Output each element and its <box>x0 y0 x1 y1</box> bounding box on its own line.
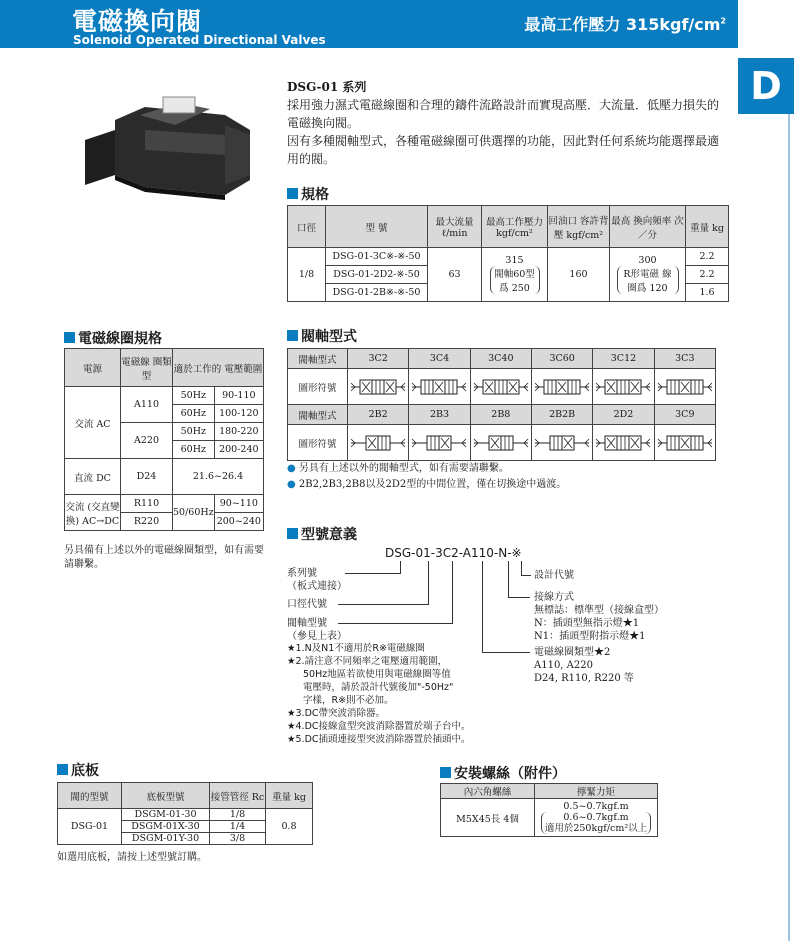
spool-symbol-row <box>288 369 716 405</box>
spec-weight: 2.2 <box>686 266 729 284</box>
coil-range: 180-220 <box>214 423 263 441</box>
coil-table <box>64 348 264 531</box>
screw-torque-high <box>541 812 651 834</box>
page-subtitle: Solenoid Operated Directional Valves <box>73 33 326 47</box>
spec-table <box>287 205 729 302</box>
spec-frequency <box>610 248 686 302</box>
hydraulic-symbol-icon <box>594 376 652 398</box>
model-footnote: 50Hz地區若欲使用與電磁線圈等值 <box>303 669 451 680</box>
screw-torque-value: 0.5~0.7kgf.m <box>563 801 629 812</box>
spool-symbol-2d2 <box>593 425 654 461</box>
base-note: 如選用底板，請按上述型號訂購。 <box>57 852 207 863</box>
bullet-icon: ● <box>287 479 299 490</box>
spec-title: 規格 <box>301 187 329 203</box>
spool-type-3c3: 3C3 <box>654 349 715 369</box>
hydraulic-symbol-icon <box>656 376 714 398</box>
hydraulic-symbol-icon <box>472 376 530 398</box>
spool-type-2b2: 2B2 <box>348 405 409 425</box>
base-section-title <box>57 760 99 780</box>
model-series-sub: （板式連接） <box>287 581 347 592</box>
coil-title: 電磁線圈規格 <box>78 331 162 347</box>
spool-type-3c2: 3C2 <box>348 349 409 369</box>
coil-hz: 60Hz <box>173 405 215 423</box>
base-weight: 0.8 <box>266 809 313 845</box>
hydraulic-symbol-icon <box>656 432 714 454</box>
connector-line <box>482 652 530 653</box>
model-series: 系列號 <box>287 568 317 579</box>
coil-hz: 50Hz <box>173 387 215 405</box>
spec-section-title <box>287 184 329 204</box>
base-table <box>57 782 313 845</box>
model-series-label <box>287 567 347 593</box>
coil-header-power: 電源 <box>65 349 121 387</box>
spool-symbol-3c4 <box>409 369 470 405</box>
coil-range: 90~110 <box>214 495 263 513</box>
connector-line <box>345 573 400 574</box>
base-title: 底板 <box>71 763 99 779</box>
coil-d24: D24 <box>121 459 173 495</box>
connector-line <box>400 561 401 574</box>
max-pressure-heading <box>524 12 726 35</box>
connector-line <box>521 575 531 576</box>
model-coil-label <box>534 646 634 685</box>
spool-symbol-2b2b <box>531 425 592 461</box>
max-pressure-text: 最高工作壓力 315kgf/cm <box>524 15 721 34</box>
model-title: 型號意義 <box>301 527 357 543</box>
screw-torque <box>535 799 658 837</box>
coil-range: 100-120 <box>214 405 263 423</box>
page-header <box>0 0 738 48</box>
spool-type-row <box>288 349 716 369</box>
screw-bolt: M5X45長 4個 <box>441 799 535 837</box>
coil-a220: A220 <box>121 423 173 459</box>
section-square-icon <box>440 767 451 778</box>
base-plate: DSGM-01Y-30 <box>122 833 210 845</box>
spec-header-flow: 最大流量 ℓ/min <box>428 206 482 248</box>
base-plate: DSGM-01X-30 <box>122 821 210 833</box>
spec-header-weight: 重量 kg <box>686 206 729 248</box>
model-coil-option: D24, R110, R220 等 <box>534 673 634 684</box>
spool-type-label: 閥軸型式 <box>288 405 348 425</box>
screw-torque-value: 0.6~0.7kgf.m <box>563 812 629 823</box>
intro-text <box>287 78 727 168</box>
connector-line <box>338 604 428 605</box>
spool-note <box>287 462 566 476</box>
spec-backpressure: 160 <box>548 248 610 302</box>
screw-header-torque: 擰緊力矩 <box>535 784 658 799</box>
model-size-label: 口徑代號 <box>287 599 327 610</box>
spool-note-text: 另具有上述以外的閥軸型式，如有需要請聯繫。 <box>298 463 509 474</box>
coil-range: 90-110 <box>214 387 263 405</box>
model-wiring-option: N1：插頭型附指示燈★1 <box>534 631 646 642</box>
hydraulic-symbol-icon <box>533 432 591 454</box>
screw-title: 安裝螺絲（附件） <box>454 766 566 782</box>
max-pressure-sup: 2 <box>720 16 726 26</box>
section-square-icon <box>287 330 298 341</box>
intro-paragraph-1: 採用強力濕式電磁線圈和合理的鑄件流路設計而實現高壓．大流量．低壓力損失的電磁換向閥。 <box>287 98 720 130</box>
model-section-title <box>287 524 357 544</box>
base-valve: DSG-01 <box>58 809 122 845</box>
coil-section-title <box>64 328 162 348</box>
hydraulic-symbol-icon <box>533 376 591 398</box>
spec-model: DSG-01-2D2-※-50 <box>326 266 428 284</box>
base-header-valve: 閥的型號 <box>58 783 122 809</box>
spool-symbol-3c3 <box>654 369 715 405</box>
coil-r-hz: 50/60Hz <box>173 495 215 531</box>
coil-hz: 60Hz <box>173 441 215 459</box>
solenoid-valve-image <box>85 95 255 205</box>
spec-frequency-value: 300 <box>638 255 657 266</box>
spool-symbol-2b3 <box>409 425 470 461</box>
coil-note: 另具備有上述以外的電磁線圈類型，如有需要請聯繫。 <box>64 545 264 570</box>
coil-r110: R110 <box>121 495 173 513</box>
spec-header-pressure: 最高工作壓力 kgf/cm² <box>482 206 548 248</box>
model-wiring-label <box>534 591 664 643</box>
spec-weight: 2.2 <box>686 248 729 266</box>
connector-line <box>338 623 452 624</box>
spool-symbol-2b8 <box>470 425 531 461</box>
coil-range: 200-240 <box>214 441 263 459</box>
coil-header-range: 適於工作的 電壓範圍 <box>173 349 264 387</box>
coil-header-type: 電磁線 圈類型 <box>121 349 173 387</box>
base-plate: DSGM-01-30 <box>122 809 210 821</box>
coil-dc-label: 直流 DC <box>65 459 121 495</box>
base-size: 1/4 <box>210 821 266 833</box>
base-size: 1/8 <box>210 809 266 821</box>
spool-section-title <box>287 326 357 346</box>
coil-hz: 50Hz <box>173 423 215 441</box>
model-coil: 電磁線圈類型★2 <box>534 647 611 658</box>
connector-line <box>508 561 509 598</box>
spec-flow: 63 <box>428 248 482 302</box>
right-edge-line <box>788 114 790 941</box>
model-wiring-option: 無標誌：標準型（接線盒型） <box>534 605 664 616</box>
spec-model: DSG-01-3C※-※-50 <box>326 248 428 266</box>
coil-r220: R220 <box>121 513 173 531</box>
hydraulic-symbol-icon <box>349 432 407 454</box>
model-footnote: ★4.DC接線盒型突波消除器置於端子台中。 <box>287 721 471 732</box>
base-size: 3/8 <box>210 833 266 845</box>
model-wiring-option: N：插頭型無指示燈★1 <box>534 618 640 629</box>
spool-type-2d2: 2D2 <box>593 405 654 425</box>
spec-pressure-value: 315 <box>505 255 524 266</box>
spool-symbol-3c40 <box>470 369 531 405</box>
base-header-plate: 底板型號 <box>122 783 210 809</box>
model-coil-option: A110, A220 <box>534 660 593 671</box>
hydraulic-symbol-icon <box>594 432 652 454</box>
connector-line <box>521 561 522 576</box>
spec-header-model: 型 號 <box>326 206 428 248</box>
connector-line <box>508 597 530 598</box>
spool-symbol-label: 圖形符號 <box>288 425 348 461</box>
spool-type-3c60: 3C60 <box>531 349 592 369</box>
coil-d24-range: 21.6~26.4 <box>173 459 264 495</box>
connector-line <box>452 561 453 624</box>
section-square-icon <box>287 528 298 539</box>
spool-symbol-3c9 <box>654 425 715 461</box>
coil-range: 200~240 <box>214 513 263 531</box>
spool-table <box>287 348 716 461</box>
spec-pressure <box>482 248 548 302</box>
screw-torque-note: 適用於250kgf/cm²以上 <box>544 823 648 834</box>
spool-type-2b3: 2B3 <box>409 405 470 425</box>
spec-header-size: 口徑 <box>288 206 326 248</box>
spool-title: 閥軸型式 <box>301 329 357 345</box>
spool-note <box>287 478 566 492</box>
spec-weight: 1.6 <box>686 284 729 302</box>
spool-symbol-3c60 <box>531 369 592 405</box>
model-footnote: ★2.請注意不同頻率之電壓適用範圍， <box>287 656 448 667</box>
spool-symbol-3c12 <box>593 369 654 405</box>
spool-symbol-3c2 <box>348 369 409 405</box>
base-header-size: 接管管徑 Rc <box>210 783 266 809</box>
hydraulic-symbol-icon <box>349 376 407 398</box>
spec-size: 1/8 <box>288 248 326 302</box>
spool-symbol-label: 圖形符號 <box>288 369 348 405</box>
model-footnote: ★3.DC帶突波消除器。 <box>287 708 386 719</box>
screw-header-bolt: 內六角螺絲 <box>441 784 535 799</box>
spec-header-frequency: 最高 換向頻率 次／分 <box>610 206 686 248</box>
section-square-icon <box>287 188 298 199</box>
connector-line <box>482 561 483 653</box>
intro-paragraph-2: 因有多種閥軸型式，各種電磁線圈可供選擇的功能，因此對任何系統均能選擇最適用的閥。 <box>287 134 720 166</box>
model-footnote: 字樣，R※則不必加。 <box>303 695 394 706</box>
model-wiring: 接線方式 <box>534 592 574 603</box>
model-footnotes <box>287 642 471 746</box>
hydraulic-symbol-icon <box>472 432 530 454</box>
coil-ac-label: 交流 AC <box>65 387 121 459</box>
model-spool: 閥軸型號 <box>287 618 327 629</box>
spec-model: DSG-01-2B※-※-50 <box>326 284 428 302</box>
model-spool-label <box>287 617 347 643</box>
model-footnote: ★5.DC插頭連接型突波消除器置於插頭中。 <box>287 734 471 745</box>
spool-type-row <box>288 405 716 425</box>
spool-type-2b2b: 2B2B <box>531 405 592 425</box>
spool-type-3c12: 3C12 <box>593 349 654 369</box>
model-spool-sub: （參見上表） <box>287 631 347 642</box>
model-footnote: 電壓時，請於設計代號後加"-50Hz" <box>303 682 454 693</box>
hydraulic-symbol-icon <box>410 432 468 454</box>
spool-symbol-row <box>288 425 716 461</box>
section-square-icon <box>64 332 75 343</box>
base-header-weight: 重量 kg <box>266 783 313 809</box>
bullet-icon: ● <box>287 463 299 474</box>
screw-table <box>440 783 658 837</box>
coil-acdc-label: 交流 (交直變換) AC→DC <box>65 495 121 531</box>
model-design-label: 設計代號 <box>534 570 574 581</box>
spool-note-text: 2B2,2B3,2B8以及2D2型的中間位置，僅在切換途中過渡。 <box>298 479 567 490</box>
spool-type-3c40: 3C40 <box>470 349 531 369</box>
spool-type-2b8: 2B8 <box>470 405 531 425</box>
spool-symbol-2b2 <box>348 425 409 461</box>
connector-line <box>428 561 429 605</box>
page-title: 電磁換向閥 <box>72 7 203 36</box>
spool-type-label: 閥軸型式 <box>288 349 348 369</box>
section-square-icon <box>57 764 68 775</box>
coil-a110: A110 <box>121 387 173 423</box>
screw-section-title <box>440 763 566 783</box>
spool-type-3c4: 3C4 <box>409 349 470 369</box>
spec-frequency-note: R形電磁 線圈爲 120 <box>617 266 679 294</box>
hydraulic-symbol-icon <box>410 376 468 398</box>
model-code: DSG-01-3C2-A110-N-※ <box>385 546 522 560</box>
spec-pressure-note: 閥軸60型 爲 250 <box>490 266 540 294</box>
spool-type-3c9: 3C9 <box>654 405 715 425</box>
model-footnote: ★1.N及N1不適用於R※電磁線圈 <box>287 643 425 654</box>
spool-notes <box>287 462 566 492</box>
spec-header-backpressure: 回油口 容許背壓 kgf/cm² <box>548 206 610 248</box>
section-tab-d: D <box>738 58 794 114</box>
series-name: DSG-01 系列 <box>287 80 367 94</box>
